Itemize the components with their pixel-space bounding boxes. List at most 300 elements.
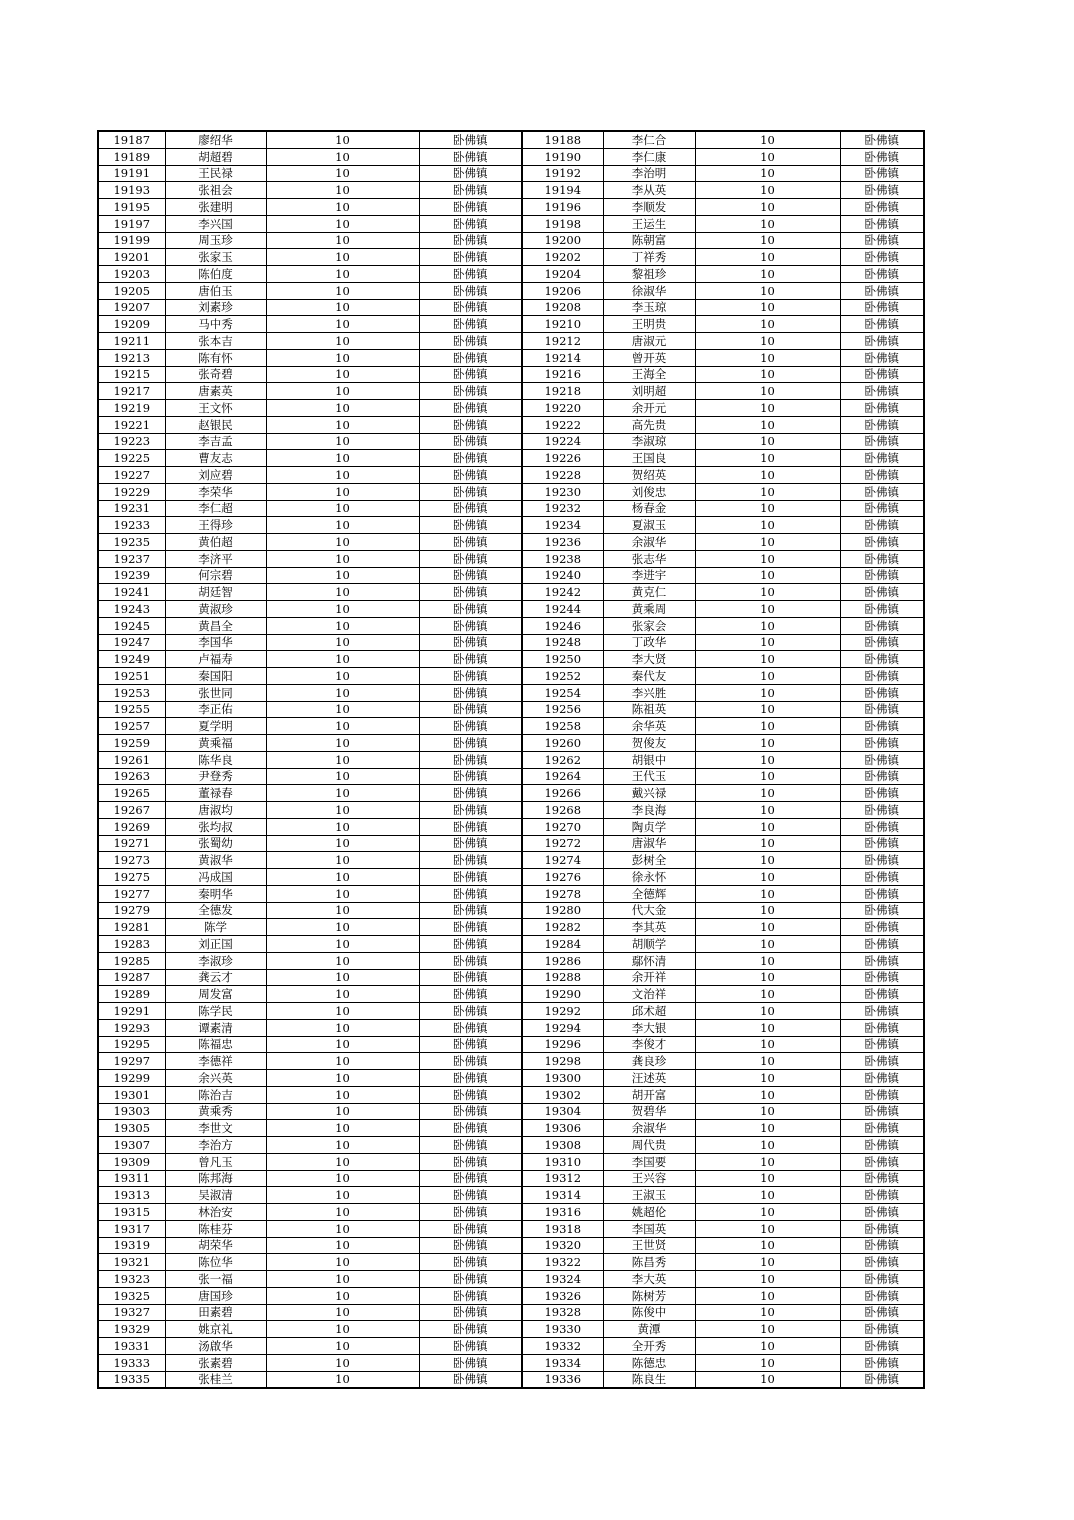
town-cell: 卧佛镇 <box>419 969 522 986</box>
record-id-cell: 19250 <box>522 651 603 668</box>
record-id-cell: 19257 <box>98 718 165 735</box>
record-id-cell: 19295 <box>98 1036 165 1053</box>
table-row <box>98 1036 924 1053</box>
record-id-cell: 19312 <box>522 1170 603 1187</box>
town-cell: 卧佛镇 <box>840 986 924 1003</box>
record-id-cell: 19281 <box>98 919 165 936</box>
name-cell: 李大贤 <box>603 651 695 668</box>
amount-cell: 10 <box>695 232 840 249</box>
name-cell: 李玉琼 <box>603 299 695 316</box>
amount-cell: 10 <box>266 500 419 517</box>
town-cell: 卧佛镇 <box>419 400 522 417</box>
amount-cell: 10 <box>695 1070 840 1087</box>
town-cell: 卧佛镇 <box>840 835 924 852</box>
town-cell: 卧佛镇 <box>419 1220 522 1237</box>
town-cell: 卧佛镇 <box>840 785 924 802</box>
record-id-cell: 19225 <box>98 450 165 467</box>
name-cell: 李兴国 <box>165 215 266 232</box>
town-cell: 卧佛镇 <box>840 735 924 752</box>
name-cell: 张本吉 <box>165 333 266 350</box>
table-row <box>98 199 924 216</box>
town-cell: 卧佛镇 <box>419 1321 522 1338</box>
amount-cell: 10 <box>266 1204 419 1221</box>
town-cell: 卧佛镇 <box>419 534 522 551</box>
record-id-cell: 19307 <box>98 1137 165 1154</box>
amount-cell: 10 <box>266 768 419 785</box>
name-cell: 赵银民 <box>165 416 266 433</box>
town-cell: 卧佛镇 <box>840 349 924 366</box>
record-id-cell: 19265 <box>98 785 165 802</box>
record-id-cell: 19275 <box>98 869 165 886</box>
name-cell: 李正佑 <box>165 701 266 718</box>
town-cell: 卧佛镇 <box>419 1053 522 1070</box>
record-id-cell: 19271 <box>98 835 165 852</box>
town-cell: 卧佛镇 <box>419 668 522 685</box>
table-row <box>98 768 924 785</box>
record-id-cell: 19264 <box>522 768 603 785</box>
table-row <box>98 349 924 366</box>
name-cell: 张建明 <box>165 199 266 216</box>
table-row <box>98 651 924 668</box>
name-cell: 冯成国 <box>165 869 266 886</box>
name-cell: 余兴英 <box>165 1070 266 1087</box>
record-id-cell: 19260 <box>522 735 603 752</box>
table-row <box>98 517 924 534</box>
record-id-cell: 19299 <box>98 1070 165 1087</box>
name-cell: 王国良 <box>603 450 695 467</box>
record-id-cell: 19296 <box>522 1036 603 1053</box>
amount-cell: 10 <box>695 182 840 199</box>
name-cell: 丁政华 <box>603 634 695 651</box>
record-id-cell: 19251 <box>98 668 165 685</box>
record-id-cell: 19313 <box>98 1187 165 1204</box>
name-cell: 林治安 <box>165 1204 266 1221</box>
name-cell: 王得珍 <box>165 517 266 534</box>
name-cell: 李国要 <box>603 1153 695 1170</box>
amount-cell: 10 <box>695 266 840 283</box>
record-id-cell: 19335 <box>98 1371 165 1388</box>
amount-cell: 10 <box>695 584 840 601</box>
amount-cell: 10 <box>266 651 419 668</box>
name-cell: 陈桂芬 <box>165 1220 266 1237</box>
name-cell: 李世文 <box>165 1120 266 1137</box>
table-row <box>98 1103 924 1120</box>
table-row <box>98 936 924 953</box>
town-cell: 卧佛镇 <box>419 1153 522 1170</box>
name-cell: 陈有怀 <box>165 349 266 366</box>
record-id-cell: 19318 <box>522 1220 603 1237</box>
amount-cell: 10 <box>266 282 419 299</box>
amount-cell: 10 <box>695 282 840 299</box>
town-cell: 卧佛镇 <box>840 1070 924 1087</box>
record-id-cell: 19325 <box>98 1287 165 1304</box>
record-id-cell: 19289 <box>98 986 165 1003</box>
town-cell: 卧佛镇 <box>840 1170 924 1187</box>
table-row <box>98 718 924 735</box>
name-cell: 李顺发 <box>603 199 695 216</box>
table-row <box>98 1003 924 1020</box>
table-row <box>98 785 924 802</box>
record-id-cell: 19234 <box>522 517 603 534</box>
town-cell: 卧佛镇 <box>419 1237 522 1254</box>
name-cell: 陈治吉 <box>165 1086 266 1103</box>
amount-cell: 10 <box>695 1086 840 1103</box>
name-cell: 杨春金 <box>603 500 695 517</box>
name-cell: 胡荣华 <box>165 1237 266 1254</box>
town-cell: 卧佛镇 <box>840 232 924 249</box>
name-cell: 胡超碧 <box>165 148 266 165</box>
town-cell: 卧佛镇 <box>419 416 522 433</box>
name-cell: 董禄春 <box>165 785 266 802</box>
town-cell: 卧佛镇 <box>840 383 924 400</box>
town-cell: 卧佛镇 <box>419 768 522 785</box>
record-id-cell: 19236 <box>522 534 603 551</box>
town-cell: 卧佛镇 <box>419 701 522 718</box>
town-cell: 卧佛镇 <box>840 400 924 417</box>
town-cell: 卧佛镇 <box>840 617 924 634</box>
amount-cell: 10 <box>695 467 840 484</box>
record-id-cell: 19300 <box>522 1070 603 1087</box>
town-cell: 卧佛镇 <box>419 852 522 869</box>
town-cell: 卧佛镇 <box>419 751 522 768</box>
amount-cell: 10 <box>266 1237 419 1254</box>
name-cell: 张蜀幼 <box>165 835 266 852</box>
table-row <box>98 550 924 567</box>
table-row <box>98 433 924 450</box>
table-row <box>98 1321 924 1338</box>
name-cell: 刘正国 <box>165 936 266 953</box>
record-id-cell: 19228 <box>522 467 603 484</box>
table-row <box>98 952 924 969</box>
amount-cell: 10 <box>266 232 419 249</box>
name-cell: 王运生 <box>603 215 695 232</box>
record-id-cell: 19230 <box>522 483 603 500</box>
town-cell: 卧佛镇 <box>419 232 522 249</box>
town-cell: 卧佛镇 <box>840 1137 924 1154</box>
amount-cell: 10 <box>266 383 419 400</box>
name-cell: 李兴胜 <box>603 684 695 701</box>
town-cell: 卧佛镇 <box>419 165 522 182</box>
name-cell: 周代贵 <box>603 1137 695 1154</box>
amount-cell: 10 <box>266 852 419 869</box>
record-id-cell: 19269 <box>98 818 165 835</box>
name-cell: 黎祖珍 <box>603 266 695 283</box>
name-cell: 李治方 <box>165 1137 266 1154</box>
record-id-cell: 19326 <box>522 1287 603 1304</box>
town-cell: 卧佛镇 <box>419 349 522 366</box>
town-cell: 卧佛镇 <box>419 718 522 735</box>
table-row <box>98 450 924 467</box>
town-cell: 卧佛镇 <box>840 634 924 651</box>
record-id-cell: 19333 <box>98 1354 165 1371</box>
amount-cell: 10 <box>266 1053 419 1070</box>
record-id-cell: 19273 <box>98 852 165 869</box>
record-id-cell: 19239 <box>98 567 165 584</box>
amount-cell: 10 <box>695 1304 840 1321</box>
record-id-cell: 19231 <box>98 500 165 517</box>
table-row <box>98 852 924 869</box>
name-cell: 王兴容 <box>603 1170 695 1187</box>
table-row <box>98 500 924 517</box>
table-row <box>98 165 924 182</box>
town-cell: 卧佛镇 <box>419 249 522 266</box>
amount-cell: 10 <box>266 701 419 718</box>
name-cell: 姚超伦 <box>603 1204 695 1221</box>
table-row <box>98 1086 924 1103</box>
town-cell: 卧佛镇 <box>840 215 924 232</box>
amount-cell: 10 <box>695 701 840 718</box>
name-cell: 全德发 <box>165 902 266 919</box>
town-cell: 卧佛镇 <box>840 718 924 735</box>
record-id-cell: 19259 <box>98 735 165 752</box>
name-cell: 李吉孟 <box>165 433 266 450</box>
town-cell: 卧佛镇 <box>419 936 522 953</box>
record-id-cell: 19207 <box>98 299 165 316</box>
name-cell: 李进宇 <box>603 567 695 584</box>
record-id-cell: 19303 <box>98 1103 165 1120</box>
record-id-cell: 19321 <box>98 1254 165 1271</box>
name-cell: 王明贵 <box>603 316 695 333</box>
amount-cell: 10 <box>266 751 419 768</box>
town-cell: 卧佛镇 <box>840 1003 924 1020</box>
record-id-cell: 19328 <box>522 1304 603 1321</box>
name-cell: 唐伯玉 <box>165 282 266 299</box>
town-cell: 卧佛镇 <box>419 1354 522 1371</box>
amount-cell: 10 <box>266 131 419 148</box>
town-cell: 卧佛镇 <box>419 1204 522 1221</box>
record-id-cell: 19245 <box>98 617 165 634</box>
town-cell: 卧佛镇 <box>840 936 924 953</box>
roster-table <box>97 130 925 1389</box>
amount-cell: 10 <box>695 1036 840 1053</box>
town-cell: 卧佛镇 <box>840 751 924 768</box>
name-cell: 张素碧 <box>165 1354 266 1371</box>
table-row <box>98 567 924 584</box>
name-cell: 刘俊忠 <box>603 483 695 500</box>
table-row <box>98 919 924 936</box>
table-row <box>98 1153 924 1170</box>
amount-cell: 10 <box>695 634 840 651</box>
amount-cell: 10 <box>266 986 419 1003</box>
record-id-cell: 19198 <box>522 215 603 232</box>
town-cell: 卧佛镇 <box>419 802 522 819</box>
name-cell: 刘明超 <box>603 383 695 400</box>
record-id-cell: 19308 <box>522 1137 603 1154</box>
town-cell: 卧佛镇 <box>840 366 924 383</box>
record-id-cell: 19237 <box>98 550 165 567</box>
table-row <box>98 1304 924 1321</box>
table-row <box>98 366 924 383</box>
name-cell: 余华英 <box>603 718 695 735</box>
name-cell: 张家玉 <box>165 249 266 266</box>
amount-cell: 10 <box>266 835 419 852</box>
town-cell: 卧佛镇 <box>840 1304 924 1321</box>
town-cell: 卧佛镇 <box>419 584 522 601</box>
amount-cell: 10 <box>695 785 840 802</box>
town-cell: 卧佛镇 <box>419 1187 522 1204</box>
table-row <box>98 1338 924 1355</box>
name-cell: 陈良生 <box>603 1371 695 1388</box>
record-id-cell: 19301 <box>98 1086 165 1103</box>
record-id-cell: 19314 <box>522 1187 603 1204</box>
name-cell: 唐素英 <box>165 383 266 400</box>
name-cell: 李良海 <box>603 802 695 819</box>
town-cell: 卧佛镇 <box>419 1287 522 1304</box>
record-id-cell: 19206 <box>522 282 603 299</box>
town-cell: 卧佛镇 <box>840 199 924 216</box>
record-id-cell: 19294 <box>522 1019 603 1036</box>
name-cell: 丁祥秀 <box>603 249 695 266</box>
name-cell: 李俊才 <box>603 1036 695 1053</box>
amount-cell: 10 <box>266 333 419 350</box>
record-id-cell: 19221 <box>98 416 165 433</box>
amount-cell: 10 <box>695 1019 840 1036</box>
record-id-cell: 19309 <box>98 1153 165 1170</box>
town-cell: 卧佛镇 <box>419 1254 522 1271</box>
record-id-cell: 19196 <box>522 199 603 216</box>
amount-cell: 10 <box>266 902 419 919</box>
name-cell: 秦明华 <box>165 885 266 902</box>
amount-cell: 10 <box>266 617 419 634</box>
town-cell: 卧佛镇 <box>419 835 522 852</box>
name-cell: 李国华 <box>165 634 266 651</box>
town-cell: 卧佛镇 <box>840 266 924 283</box>
record-id-cell: 19192 <box>522 165 603 182</box>
amount-cell: 10 <box>695 818 840 835</box>
name-cell: 文治祥 <box>603 986 695 1003</box>
name-cell: 李淑琼 <box>603 433 695 450</box>
amount-cell: 10 <box>266 534 419 551</box>
town-cell: 卧佛镇 <box>419 1019 522 1036</box>
name-cell: 陶贞学 <box>603 818 695 835</box>
amount-cell: 10 <box>695 684 840 701</box>
town-cell: 卧佛镇 <box>419 483 522 500</box>
town-cell: 卧佛镇 <box>840 148 924 165</box>
amount-cell: 10 <box>695 617 840 634</box>
amount-cell: 10 <box>695 333 840 350</box>
record-id-cell: 19199 <box>98 232 165 249</box>
table-row <box>98 1120 924 1137</box>
amount-cell: 10 <box>266 1187 419 1204</box>
name-cell: 贺绍英 <box>603 467 695 484</box>
name-cell: 唐淑均 <box>165 802 266 819</box>
record-id-cell: 19204 <box>522 266 603 283</box>
amount-cell: 10 <box>266 450 419 467</box>
town-cell: 卧佛镇 <box>840 534 924 551</box>
table-row <box>98 1019 924 1036</box>
town-cell: 卧佛镇 <box>840 483 924 500</box>
amount-cell: 10 <box>695 802 840 819</box>
record-id-cell: 19189 <box>98 148 165 165</box>
town-cell: 卧佛镇 <box>840 316 924 333</box>
town-cell: 卧佛镇 <box>419 467 522 484</box>
record-id-cell: 19202 <box>522 249 603 266</box>
town-cell: 卧佛镇 <box>840 668 924 685</box>
town-cell: 卧佛镇 <box>840 584 924 601</box>
amount-cell: 10 <box>695 500 840 517</box>
record-id-cell: 19306 <box>522 1120 603 1137</box>
table-row <box>98 182 924 199</box>
record-id-cell: 19224 <box>522 433 603 450</box>
town-cell: 卧佛镇 <box>419 785 522 802</box>
amount-cell: 10 <box>695 567 840 584</box>
town-cell: 卧佛镇 <box>840 182 924 199</box>
record-id-cell: 19315 <box>98 1204 165 1221</box>
record-id-cell: 19242 <box>522 584 603 601</box>
record-id-cell: 19310 <box>522 1153 603 1170</box>
name-cell: 黄昌全 <box>165 617 266 634</box>
record-id-cell: 19254 <box>522 684 603 701</box>
table-row <box>98 701 924 718</box>
table-row <box>98 601 924 618</box>
town-cell: 卧佛镇 <box>419 1103 522 1120</box>
record-id-cell: 19283 <box>98 936 165 953</box>
record-id-cell: 19187 <box>98 131 165 148</box>
record-id-cell: 19220 <box>522 400 603 417</box>
name-cell: 黄伯超 <box>165 534 266 551</box>
name-cell: 陈树芳 <box>603 1287 695 1304</box>
name-cell: 戴兴禄 <box>603 785 695 802</box>
record-id-cell: 19194 <box>522 182 603 199</box>
town-cell: 卧佛镇 <box>419 1137 522 1154</box>
town-cell: 卧佛镇 <box>840 1153 924 1170</box>
amount-cell: 10 <box>266 483 419 500</box>
table-row <box>98 1354 924 1371</box>
town-cell: 卧佛镇 <box>419 550 522 567</box>
amount-cell: 10 <box>695 885 840 902</box>
town-cell: 卧佛镇 <box>419 1338 522 1355</box>
town-cell: 卧佛镇 <box>840 433 924 450</box>
amount-cell: 10 <box>695 852 840 869</box>
name-cell: 陈学 <box>165 919 266 936</box>
record-id-cell: 19298 <box>522 1053 603 1070</box>
record-id-cell: 19297 <box>98 1053 165 1070</box>
town-cell: 卧佛镇 <box>840 601 924 618</box>
name-cell: 陈昌秀 <box>603 1254 695 1271</box>
table-row <box>98 751 924 768</box>
name-cell: 曾凡玉 <box>165 1153 266 1170</box>
town-cell: 卧佛镇 <box>840 952 924 969</box>
record-id-cell: 19268 <box>522 802 603 819</box>
town-cell: 卧佛镇 <box>840 467 924 484</box>
record-id-cell: 19266 <box>522 785 603 802</box>
record-id-cell: 19293 <box>98 1019 165 1036</box>
record-id-cell: 19270 <box>522 818 603 835</box>
town-cell: 卧佛镇 <box>840 517 924 534</box>
record-id-cell: 19272 <box>522 835 603 852</box>
town-cell: 卧佛镇 <box>840 1371 924 1388</box>
town-cell: 卧佛镇 <box>419 282 522 299</box>
amount-cell: 10 <box>695 316 840 333</box>
name-cell: 全开秀 <box>603 1338 695 1355</box>
record-id-cell: 19240 <box>522 567 603 584</box>
name-cell: 秦国阳 <box>165 668 266 685</box>
name-cell: 黄乘秀 <box>165 1103 266 1120</box>
town-cell: 卧佛镇 <box>840 1187 924 1204</box>
name-cell: 张家会 <box>603 617 695 634</box>
record-id-cell: 19191 <box>98 165 165 182</box>
table-body <box>98 131 924 1388</box>
amount-cell: 10 <box>695 249 840 266</box>
record-id-cell: 19193 <box>98 182 165 199</box>
record-id-cell: 19244 <box>522 601 603 618</box>
name-cell: 张均叔 <box>165 818 266 835</box>
record-id-cell: 19218 <box>522 383 603 400</box>
table-row <box>98 1371 924 1388</box>
record-id-cell: 19332 <box>522 1338 603 1355</box>
town-cell: 卧佛镇 <box>840 299 924 316</box>
town-cell: 卧佛镇 <box>419 316 522 333</box>
